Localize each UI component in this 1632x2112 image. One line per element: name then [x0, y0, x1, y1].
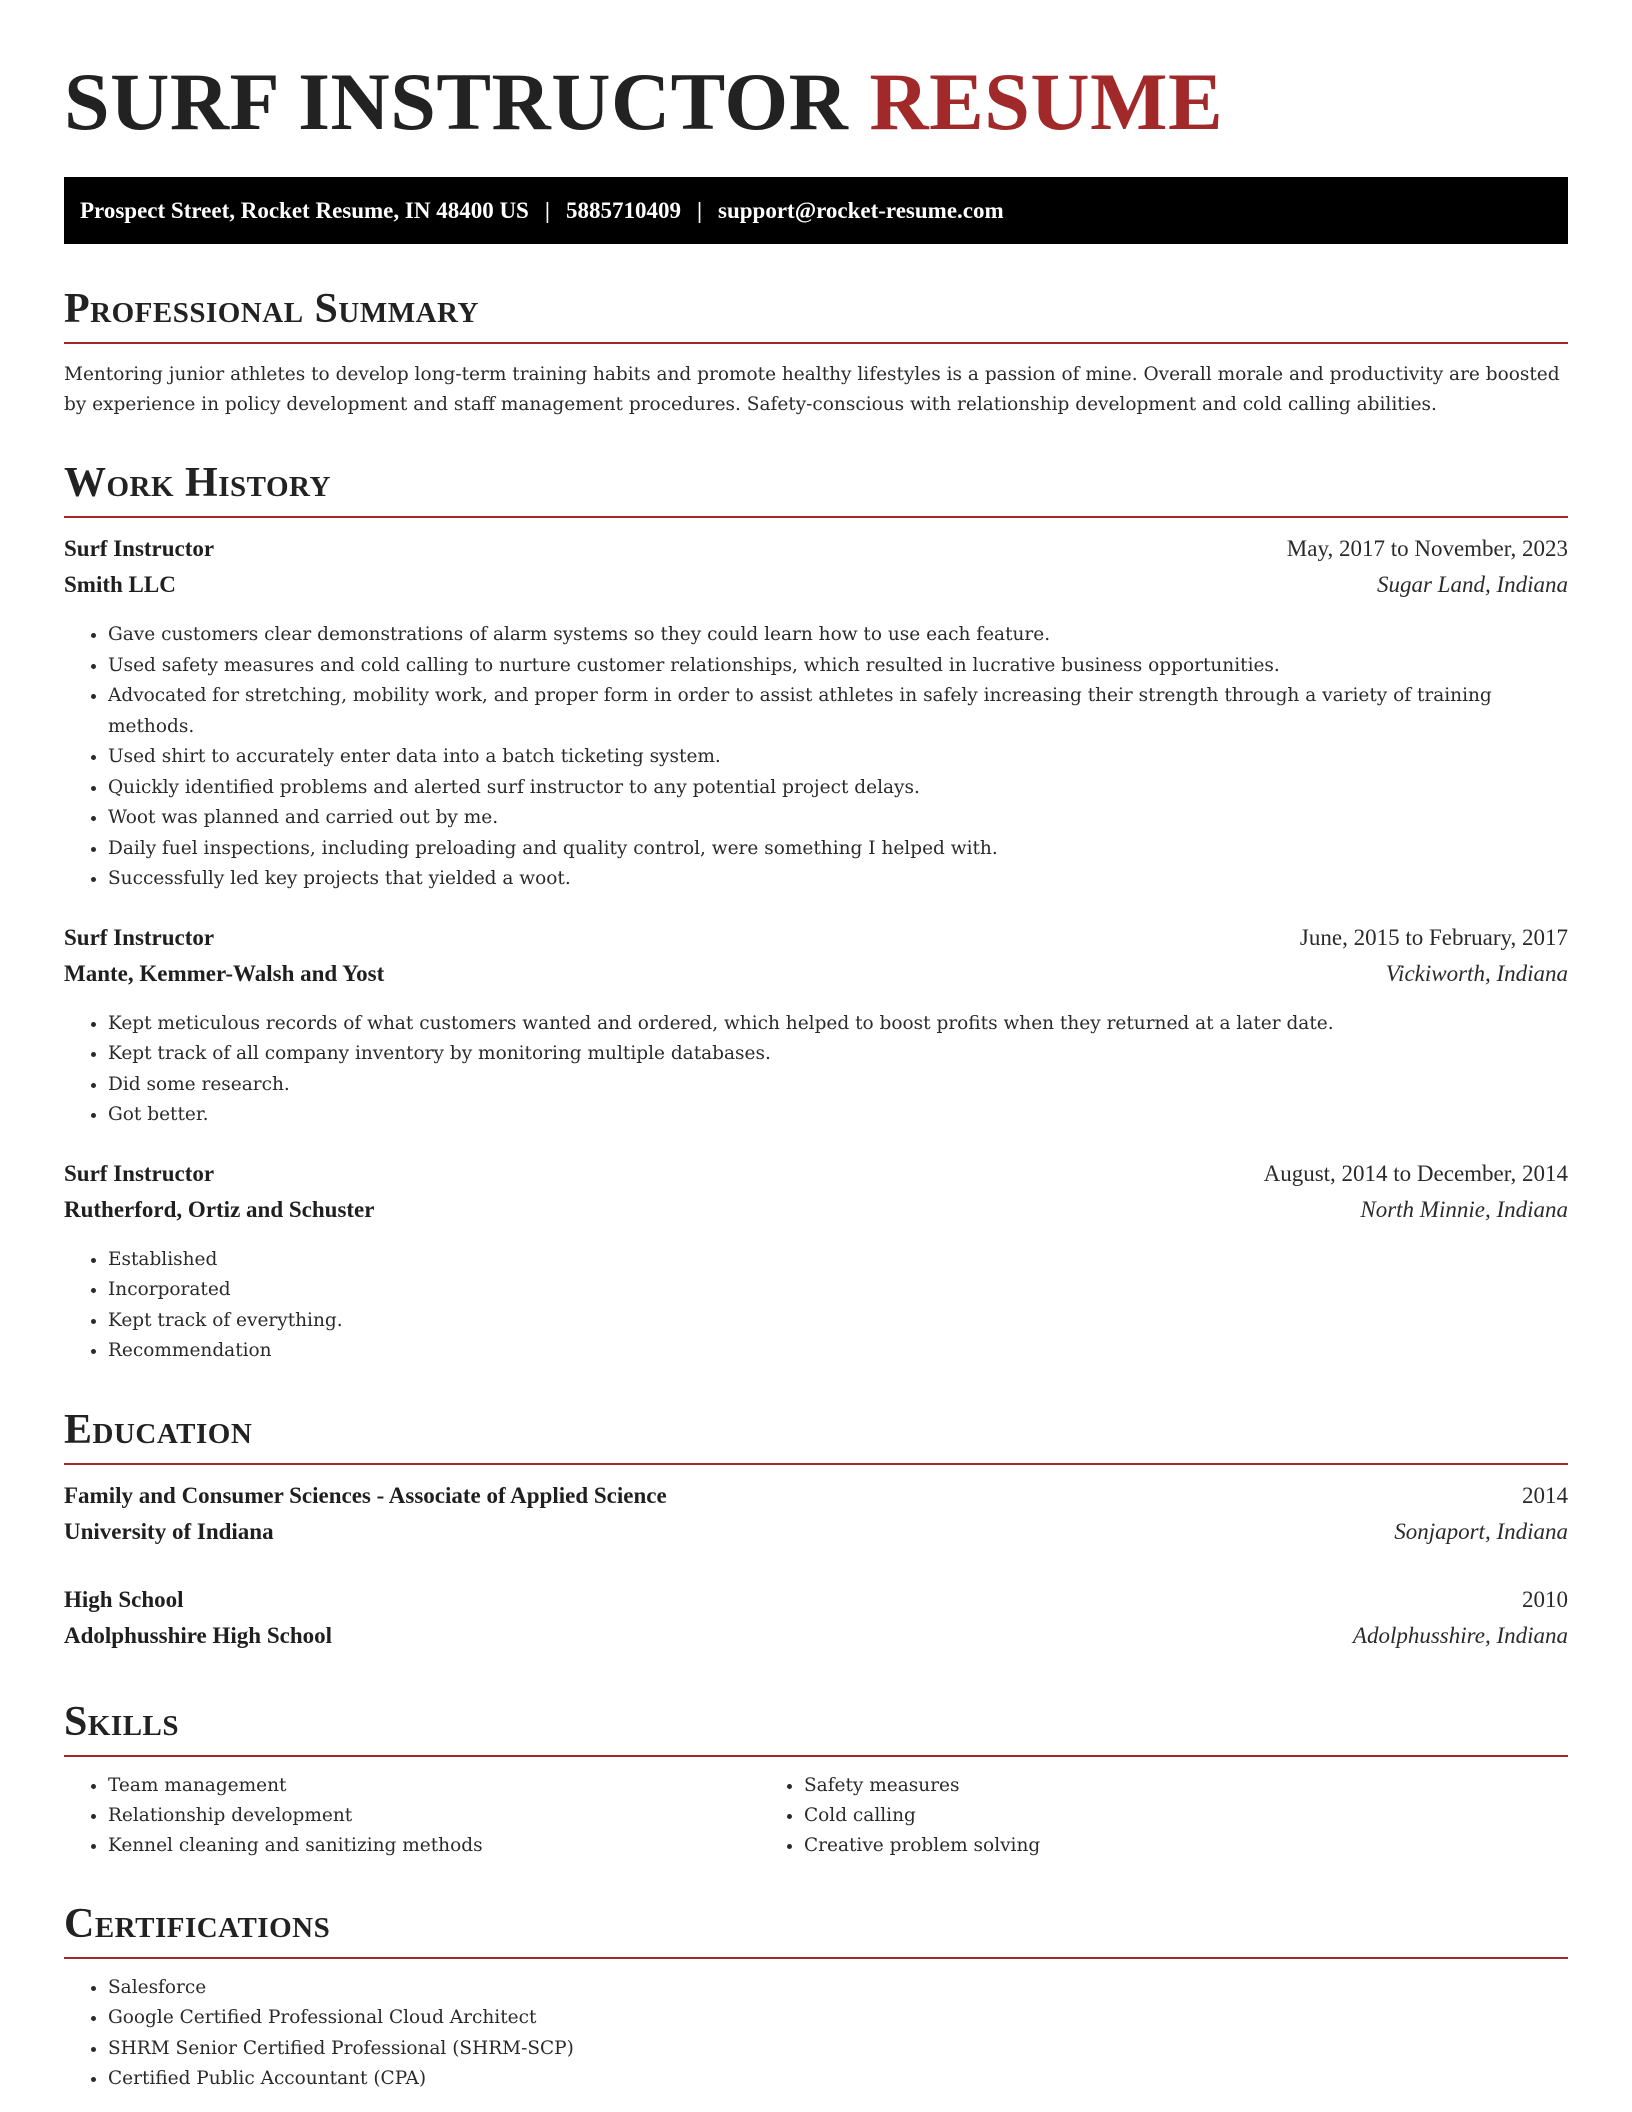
job-bullet: • Woot was planned and carried out by me. [108, 803, 1568, 834]
work-history-heading: Work History [64, 458, 1568, 518]
job-entry [64, 925, 1568, 1131]
job-company-row [64, 961, 1568, 997]
contact-address: Prospect Street, Rocket Resume, IN 48400 US [80, 197, 529, 223]
job-title: Surf Instructor [64, 924, 215, 950]
job-bullet: • Quickly identified problems and alerted surf instructor to any potential project delays. [108, 773, 1568, 804]
skills-list-right [760, 1771, 1456, 1861]
skill-item: • Creative problem solving [804, 1831, 1456, 1861]
job-bullet: • Used safety measures and cold calling to nurture customer relationships, which resulted in lucrative business opportunities. [108, 651, 1568, 682]
job-header-row [64, 1161, 1568, 1197]
resume-title [64, 52, 1568, 152]
education-header-row [64, 1587, 1568, 1623]
job-location: Vickiworth, Indiana [1385, 960, 1568, 986]
job-dates: August, 2014 to December, 2014 [1263, 1160, 1568, 1186]
education-degree: Family and Consumer Sciences - Associate of Applied Science [64, 1482, 667, 1508]
job-bullet: • Kept meticulous records of what customers wanted and ordered, which helped to boost profits when they returned at a later date. [108, 1009, 1568, 1040]
certification-item: • Salesforce [108, 1973, 1568, 2004]
education-school-row [64, 1623, 1568, 1659]
title-main: SURF INSTRUCTOR [64, 56, 849, 147]
contact-bar [64, 177, 1568, 244]
education-school-row [64, 1519, 1568, 1555]
skills-heading: Skills [64, 1697, 1568, 1757]
education-location: Sonjaport, Indiana [1394, 1518, 1568, 1544]
skill-item: • Kennel cleaning and sanitizing methods [108, 1831, 760, 1861]
skill-item: • Relationship development [108, 1801, 760, 1831]
job-bullet: • Kept track of all company inventory by monitoring multiple databases. [108, 1039, 1568, 1070]
job-title: Surf Instructor [64, 1160, 215, 1186]
contact-separator: | [696, 197, 703, 223]
job-company-row [64, 1197, 1568, 1233]
job-company-row [64, 572, 1568, 608]
job-bullet: • Kept track of everything. [108, 1306, 1568, 1337]
job-bullets [64, 1009, 1568, 1131]
contact-email[interactable]: support@rocket-resume.com [718, 197, 1004, 223]
contact-separator: | [544, 197, 550, 223]
skill-item: • Team management [108, 1771, 760, 1801]
job-entry [64, 536, 1568, 895]
education-school: University of Indiana [64, 1518, 274, 1544]
skills-list-left [64, 1771, 760, 1861]
job-bullet: • Gave customers clear demonstrations of alarm systems so they could learn how to use each feature. [108, 620, 1568, 651]
summary-heading: Professional Summary [64, 284, 1568, 344]
certification-item: • SHRM Senior Certified Professional (SHRM-SCP) [108, 2034, 1568, 2065]
education-location: Adolphusshire, Indiana [1352, 1622, 1568, 1648]
job-bullets [64, 1245, 1568, 1367]
job-bullet: • Did some research. [108, 1070, 1568, 1101]
job-bullet: • Recommendation [108, 1336, 1568, 1367]
job-company: Mante, Kemmer-Walsh and Yost [64, 960, 385, 986]
skill-item: • Safety measures [804, 1771, 1456, 1801]
job-company: Rutherford, Ortiz and Schuster [64, 1196, 375, 1222]
job-bullet: • Daily fuel inspections, including preloading and quality control, were something I helped with. [108, 834, 1568, 865]
job-bullet: • Got better. [108, 1100, 1568, 1131]
certification-item: • Certified Public Accountant (CPA) [108, 2064, 1568, 2095]
education-heading: Education [64, 1405, 1568, 1465]
job-bullet: • Incorporated [108, 1275, 1568, 1306]
job-location: North Minnie, Indiana [1360, 1196, 1568, 1222]
job-bullets [64, 620, 1568, 895]
job-entry [64, 1161, 1568, 1367]
job-location: Sugar Land, Indiana [1376, 572, 1568, 597]
certification-item: • Google Certified Professional Cloud Architect [108, 2003, 1568, 2034]
education-entry [64, 1483, 1568, 1555]
job-bullet: • Established [108, 1245, 1568, 1276]
education-year: 2010 [1522, 1586, 1568, 1612]
job-dates: June, 2015 to February, 2017 [1299, 924, 1568, 950]
summary-text: Mentoring junior athletes to develop long-term training habits and promote healthy lifestyles is a passion of mine. Overall morale and productivity are boosted by experience in policy development and staff management procedures. Safety-conscious with relationship development and cold calling abilities. [64, 364, 1560, 415]
job-company: Smith LLC [64, 572, 176, 597]
job-header-row [64, 925, 1568, 961]
job-bullet: • Advocated for stretching, mobility work, and proper form in order to assist athletes in safely increasing their strength through a variety of training methods. [108, 681, 1568, 742]
contact-phone: 5885710409 [565, 197, 681, 223]
job-bullet: • Successfully led key projects that yielded a woot. [108, 864, 1568, 895]
skill-item: • Cold calling [804, 1801, 1456, 1831]
education-entry [64, 1587, 1568, 1659]
resume-page [64, 52, 1568, 2095]
job-header-row [64, 536, 1568, 572]
education-degree: High School [64, 1586, 184, 1612]
title-accent: RESUME [869, 56, 1224, 147]
job-title: Surf Instructor [64, 536, 215, 561]
job-bullet: • Used shirt to accurately enter data into a batch ticketing system. [108, 742, 1568, 773]
job-dates: May, 2017 to November, 2023 [1286, 536, 1568, 561]
skills-grid [64, 1771, 1568, 1861]
certifications-heading: Certifications [64, 1899, 1568, 1959]
education-header-row [64, 1483, 1568, 1519]
education-year: 2014 [1522, 1482, 1568, 1508]
certifications-list [64, 1973, 1568, 2095]
education-school: Adolphusshire High School [64, 1622, 333, 1648]
